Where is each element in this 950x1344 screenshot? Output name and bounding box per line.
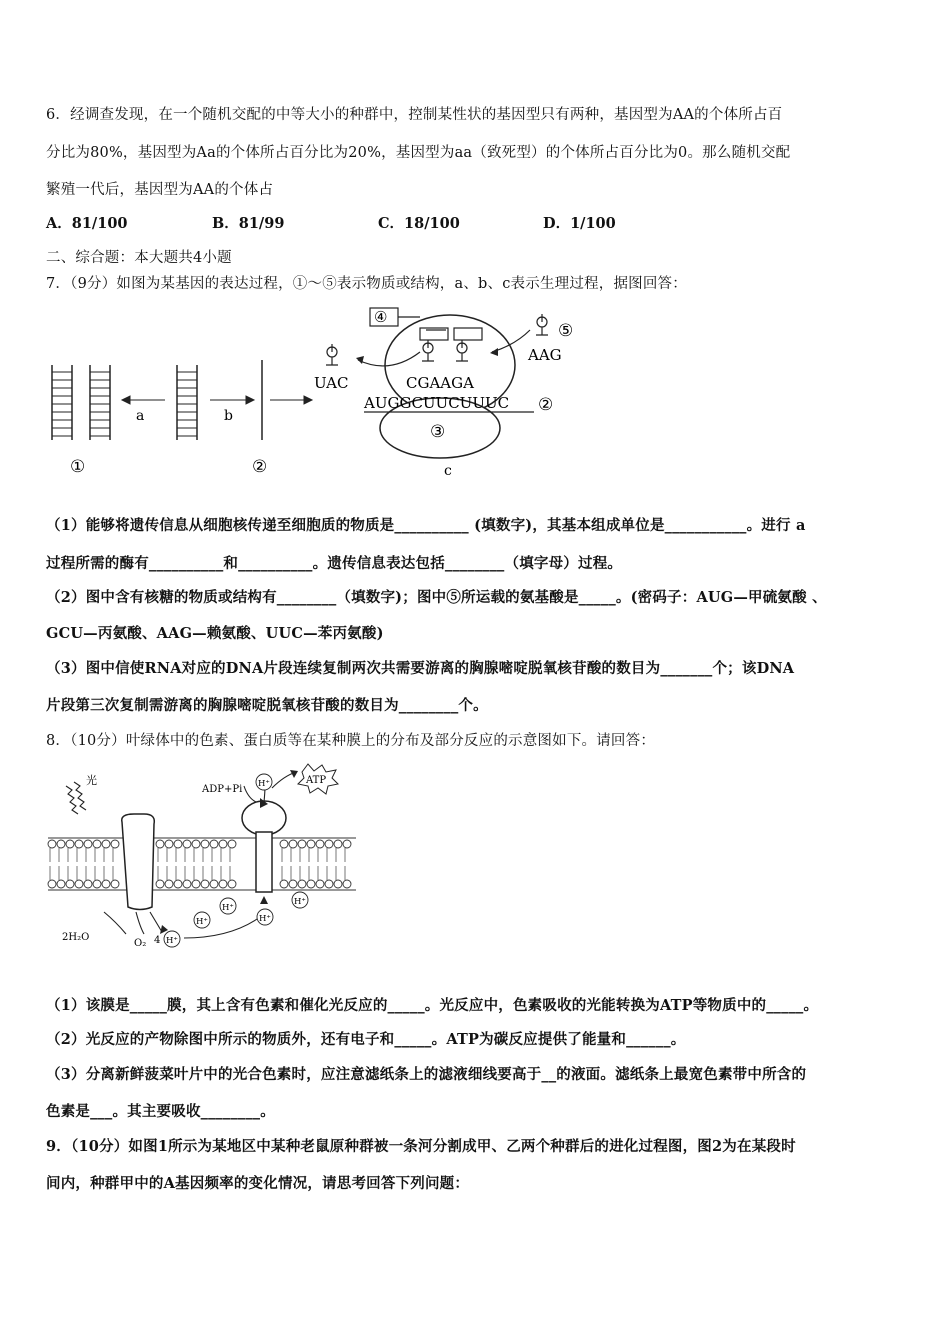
q6-line2: 分比为80%，基因型为Aa的个体所占百分比为20%，基因型为aa（致死型）的个体所占百分比为0。那么随机交配 xyxy=(46,145,791,161)
gene-expression-diagram xyxy=(40,300,600,485)
label-four: 4 xyxy=(154,935,161,946)
q8-part3-line2: 色素是___。其主要吸收________。 xyxy=(46,1103,275,1120)
q8-stem: 8．（10分）叶绿体中的色素、蛋白质等在某种膜上的分布及部分反应的示意图如下。请回答： xyxy=(46,733,656,749)
label-a: a xyxy=(136,408,145,424)
q8-part1: （1）该膜是_____膜，其上含有色素和催化光反应的_____。光反应中，色素吸收的光能转换为ATP等物质中的_____。 xyxy=(46,997,819,1014)
label-h-1: H⁺ xyxy=(222,903,234,913)
q7-part1-line1: （1）能够将遗传信息从细胞核传递至细胞质的物质是__________ (填数字)，其基本组成单位是___________。进行 a xyxy=(46,517,806,534)
q6-option-b: B．81/99 xyxy=(212,215,285,232)
q9-line1: 9．（10分）如图1所示为某地区中某种老鼠原种群被一条河分割成甲、乙两个种群后的进化过程图，图2为在某段时 xyxy=(46,1138,796,1155)
q6-option-c: C．18/100 xyxy=(378,215,460,232)
label-trna-5: ⑤ xyxy=(558,321,574,341)
q6-line3: 繁殖一代后，基因型为AA的个体占 xyxy=(46,182,274,198)
mrna-sequence: AUGGCUUCUUUC xyxy=(364,394,510,412)
anticodon-aag: AAG xyxy=(528,346,562,364)
q9-line2: 间内，种群甲中的A基因频率的变化情况，请思考回答下列问题： xyxy=(46,1175,470,1192)
q6-line1: 6．经调查发现，在一个随机交配的中等大小的种群中，控制某性状的基因型只有两种，基因型为AA的个体所占百 xyxy=(46,107,783,123)
q8-part2: （2）光反应的产物除图中所示的物质外，还有电子和_____。ATP为碳反应提供了能量和______。 xyxy=(46,1031,686,1048)
q6-option-d: D．1/100 xyxy=(543,215,616,232)
mrna-label-2: ② xyxy=(538,395,554,415)
q7-part3-line2: 片段第三次复制需游离的胸腺嘧啶脱氧核苷酸的数目为________个。 xyxy=(46,697,488,714)
label-light: 光 xyxy=(86,774,97,787)
q6-option-a: A．81/100 xyxy=(46,215,128,232)
label-h-4: H⁺ xyxy=(294,897,306,907)
label-h-2: H⁺ xyxy=(196,917,208,927)
q7-part2-line1: （2）图中含有核糖的物质或结构有________（填数字)；图中⑤所运载的氨基酸是_____。(密码子：AUG—甲硫氨酸 、 xyxy=(46,589,827,606)
thylakoid-membrane-diagram xyxy=(44,762,364,954)
anticodon-uac: UAC xyxy=(314,374,349,392)
label-h-top: H⁺ xyxy=(258,779,270,789)
label-ribosome-3: ③ xyxy=(430,422,446,442)
label-peptide-4: ④ xyxy=(374,308,388,326)
section2-heading: 二、综合题：本大题共4小题 xyxy=(46,250,232,266)
label-dna-1: ① xyxy=(70,457,86,477)
q7-part2-line2: GCU—丙氨酸、AAG—赖氨酸、UUC—苯丙氨酸) xyxy=(46,625,384,642)
label-b: b xyxy=(224,408,233,424)
q8-part3-line1: （3）分离新鲜菠菜叶片中的光合色素时，应注意滤纸条上的滤液细线要高于__的液面。滤纸条上最宽色素带中所含的 xyxy=(46,1066,807,1083)
q7-part1-line2: 过程所需的酶有__________和__________。遗传信息表达包括________（填字母）过程。 xyxy=(46,555,623,572)
label-h-5: H⁺ xyxy=(166,936,178,946)
label-atp: ATP xyxy=(306,775,327,786)
label-c: c xyxy=(444,463,452,479)
label-h-3: H⁺ xyxy=(259,914,271,924)
q7-part3-line1: （3）图中信使RNA对应的DNA片段连续复制两次共需要游离的胸腺嘧啶脱氧核苷酸的数目为_______个；该DNA xyxy=(46,660,795,677)
label-rna-2: ② xyxy=(252,457,268,477)
label-adp-pi: ADP+Pi xyxy=(202,784,243,795)
codons-cgaaga: CGAAGA xyxy=(406,374,474,392)
q7-stem: 7．（9分）如图为某基因的表达过程，①～⑤表示物质或结构，a、b、c表示生理过程，据图回答： xyxy=(46,276,687,292)
label-water: 2H₂O xyxy=(62,932,90,943)
label-o2: O₂ xyxy=(134,938,147,949)
